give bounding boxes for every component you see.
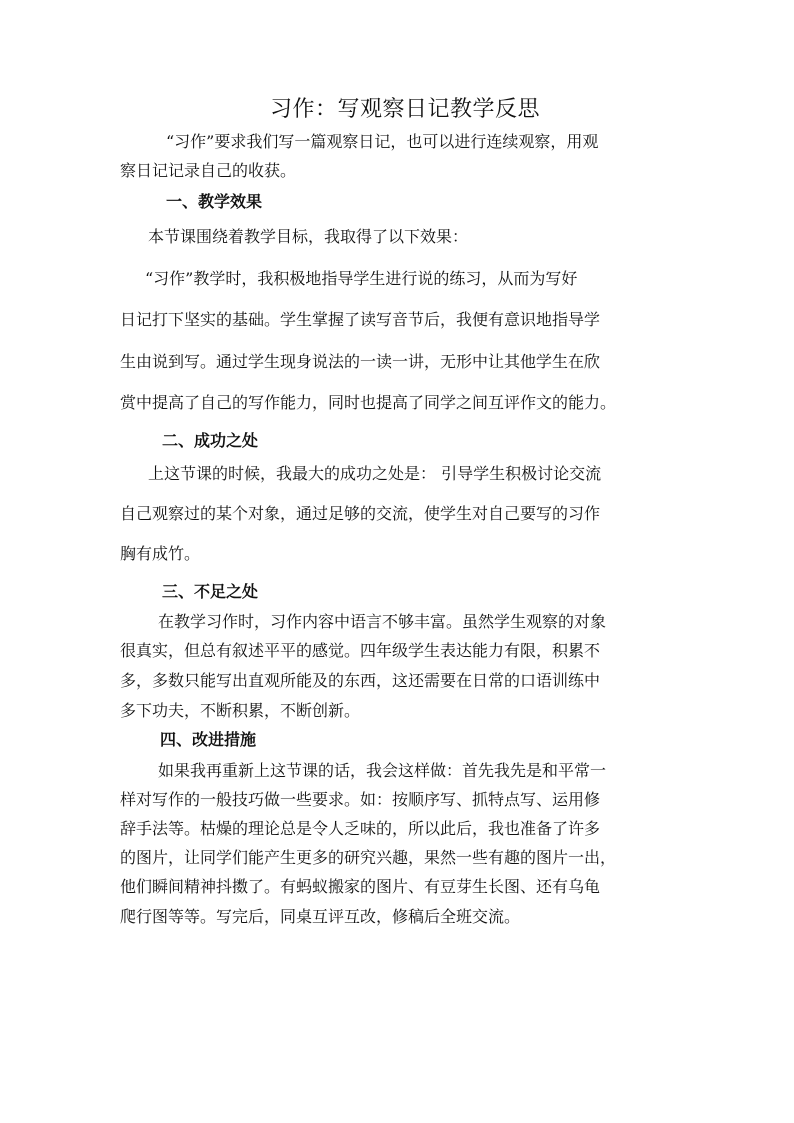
paragraph-line: 的图片，让同学们能产生更多的研究兴趣，果然一些有趣的图片一出，	[120, 848, 617, 867]
paragraph-line: 辞手法等。枯燥的理论总是令人乏味的，所以此后，我也准备了许多	[120, 819, 601, 838]
paragraph-line: 在教学习作时，习作内容中语言不够丰富。虽然学生观察的对象	[158, 612, 607, 631]
paragraph-line: 样对写作的一般技巧做一些要求。如：按顺序写、抓特点写、运用修	[120, 790, 601, 809]
paragraph-line: 多，多数只能写出直观所能及的东西，这还需要在日常的口语训练中	[120, 671, 601, 690]
document-title: 习作：写观察日记教学反思	[269, 97, 540, 122]
paragraph-line: 本节课围绕着教学目标，我取得了以下效果：	[148, 227, 469, 246]
section-heading-improvements: 四、改进措施	[160, 730, 257, 749]
paragraph-line: 多下功夫，不断积累，不断创新。	[120, 701, 361, 720]
paragraph-line: 很真实，但总有叙述平平的感觉。四年级学生表达能力有限，积累不	[120, 641, 601, 660]
paragraph-line: 生由说到写。通过学生现身说法的一读一讲，无形中让其他学生在欣	[120, 352, 601, 371]
paragraph-line: 日记打下坚实的基础。学生掌握了读写音节后，我便有意识地指导学	[120, 310, 601, 329]
section-heading-successes: 二、成功之处	[162, 431, 259, 450]
paragraph-line: 自己观察过的某个对象，通过足够的交流，使学生对自己要写的习作	[120, 504, 601, 523]
paragraph-line: 胸有成竹。	[120, 544, 201, 563]
paragraph-line: 赏中提高了自己的写作能力，同时也提高了同学之间互评作文的能力。	[120, 393, 617, 412]
paragraph-line: 爬行图等等。写完后，同桌互评互改，修稿后全班交流。	[120, 907, 521, 926]
intro-line: “习作”要求我们写一篇观察日记，也可以进行连续观察，用观	[166, 132, 599, 151]
section-heading-shortcomings: 三、不足之处	[162, 582, 259, 601]
intro-line: 察日记记录自己的收获。	[120, 161, 297, 180]
paragraph-line: “习作”教学时，我积极地指导学生进行说的练习，从而为写好	[145, 269, 578, 288]
paragraph-line: 如果我再重新上这节课的话，我会这样做：首先我先是和平常一	[158, 761, 607, 780]
section-heading-teaching-effect: 一、教学效果	[166, 192, 263, 211]
paragraph-line: 他们瞬间精神抖擞了。有蚂蚁搬家的图片、有豆芽生长图、还有乌龟	[120, 877, 601, 896]
paragraph-line: 上这节课的时候，我最大的成功之处是： 引导学生积极讨论交流	[148, 464, 602, 483]
